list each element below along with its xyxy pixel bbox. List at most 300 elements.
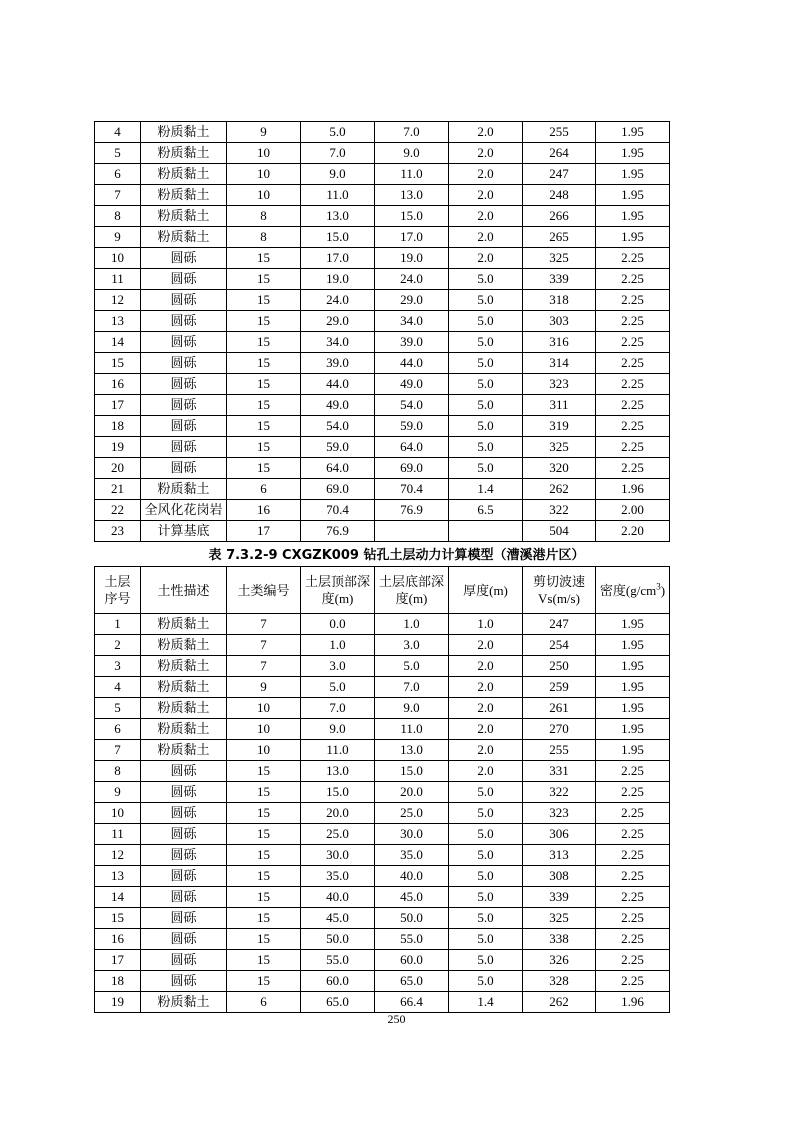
table-cell: 50.0	[375, 908, 449, 929]
table-cell: 8	[95, 206, 141, 227]
table-cell: 圆砾	[141, 803, 227, 824]
table-cell: 320	[523, 458, 596, 479]
table-cell: 圆砾	[141, 950, 227, 971]
table-cell: 13	[95, 311, 141, 332]
table-cell: 2.25	[596, 437, 670, 458]
table-cell: 13.0	[375, 740, 449, 761]
table-row	[95, 803, 670, 824]
table-cell: 7	[227, 614, 301, 635]
table-cell: 5.0	[449, 782, 523, 803]
table-cell: 35.0	[375, 845, 449, 866]
table-cell: 313	[523, 845, 596, 866]
table-cell: 266	[523, 206, 596, 227]
table-cell: 2.25	[596, 824, 670, 845]
table-cell: 10	[227, 698, 301, 719]
table-cell: 全风化花岗岩	[141, 500, 227, 521]
table-cell: 5.0	[449, 950, 523, 971]
table-cell: 圆砾	[141, 332, 227, 353]
table-cell: 66.4	[375, 992, 449, 1013]
table-cell: 10	[227, 143, 301, 164]
table-cell: 2.25	[596, 803, 670, 824]
table-cell: 16	[227, 500, 301, 521]
table-cell: 49.0	[375, 374, 449, 395]
table-cell: 圆砾	[141, 437, 227, 458]
table-cell: 2.0	[449, 206, 523, 227]
table-cell: 15	[95, 908, 141, 929]
table-cell: 7	[227, 656, 301, 677]
table-cell: 325	[523, 437, 596, 458]
page-number: 250	[387, 1012, 406, 1026]
table-cell: 247	[523, 614, 596, 635]
table-cell: 323	[523, 803, 596, 824]
table-cell: 7.0	[375, 677, 449, 698]
table-cell: 5.0	[449, 458, 523, 479]
table-cell: 18	[95, 416, 141, 437]
table-cell: 1.95	[596, 185, 670, 206]
table-cell: 2.0	[449, 740, 523, 761]
table-cell: 10	[95, 248, 141, 269]
table-cell: 13.0	[301, 206, 375, 227]
table-cell: 20.0	[375, 782, 449, 803]
table-cell: 1.95	[596, 719, 670, 740]
table-cell: 2.0	[449, 635, 523, 656]
table-cell: 15	[227, 908, 301, 929]
table-cell: 2.25	[596, 332, 670, 353]
table-cell: 2.0	[449, 656, 523, 677]
table-row	[95, 845, 670, 866]
table-cell: 9	[227, 677, 301, 698]
table-cell: 311	[523, 395, 596, 416]
table-row	[95, 761, 670, 782]
table-cell: 64.0	[375, 437, 449, 458]
table-cell: 1	[95, 614, 141, 635]
table-cell: 259	[523, 677, 596, 698]
table-cell: 19	[95, 437, 141, 458]
table-cell: 9	[95, 227, 141, 248]
table-cell: 250	[523, 656, 596, 677]
table-row	[95, 269, 670, 290]
table-cell: 5.0	[449, 971, 523, 992]
header-layer-no	[95, 567, 141, 614]
table-row	[95, 290, 670, 311]
table-cell: 15	[227, 311, 301, 332]
table-cell: 6.5	[449, 500, 523, 521]
table-cell: 35.0	[301, 866, 375, 887]
table-cell: 圆砾	[141, 269, 227, 290]
table-cell: 5	[95, 698, 141, 719]
header-density	[596, 567, 670, 614]
table-cell: 13.0	[301, 761, 375, 782]
table-cell: 粉质黏土	[141, 206, 227, 227]
table-row	[95, 866, 670, 887]
table-cell: 5.0	[375, 656, 449, 677]
table-cell: 6	[95, 164, 141, 185]
table-cell: 314	[523, 353, 596, 374]
table-cell: 22	[95, 500, 141, 521]
header-top-depth	[301, 567, 375, 614]
table-cell: 15	[227, 416, 301, 437]
table-cell: 19.0	[301, 269, 375, 290]
table-cell: 15	[227, 437, 301, 458]
table-cell: 60.0	[375, 950, 449, 971]
table-cell: 7.0	[375, 122, 449, 143]
table-cell: 8	[227, 227, 301, 248]
table-cell: 504	[523, 521, 596, 542]
table-row	[95, 887, 670, 908]
table-cell: 粉质黏土	[141, 635, 227, 656]
table-cell: 13	[95, 866, 141, 887]
table-cell: 6	[95, 719, 141, 740]
table-row	[95, 992, 670, 1013]
table-cell: 30.0	[301, 845, 375, 866]
table-cell: 21	[95, 479, 141, 500]
table-cell: 9.0	[301, 719, 375, 740]
table-cell: 255	[523, 122, 596, 143]
table-cell: 1.95	[596, 614, 670, 635]
table-row	[95, 206, 670, 227]
table-cell: 30.0	[375, 824, 449, 845]
table-cell: 圆砾	[141, 761, 227, 782]
header-layer-no-line2: 序号	[104, 591, 131, 606]
table-cell: 15.0	[375, 206, 449, 227]
table-cell: 11	[95, 269, 141, 290]
table-cell: 306	[523, 824, 596, 845]
table-cell: 粉质黏土	[141, 185, 227, 206]
table-cell: 圆砾	[141, 908, 227, 929]
table-row	[95, 719, 670, 740]
table-cell: 粉质黏土	[141, 143, 227, 164]
table-row	[95, 437, 670, 458]
table-cell: 4	[95, 122, 141, 143]
table-cell: 9.0	[375, 143, 449, 164]
table-cell: 6	[227, 992, 301, 1013]
table-cell: 5.0	[449, 269, 523, 290]
table-cell: 圆砾	[141, 311, 227, 332]
table-cell: 13.0	[375, 185, 449, 206]
table-cell: 331	[523, 761, 596, 782]
table-cell: 65.0	[301, 992, 375, 1013]
table-cell: 59.0	[375, 416, 449, 437]
table-cell: 2.25	[596, 929, 670, 950]
table-cell: 2.25	[596, 353, 670, 374]
header-vs-line2: Vs(m/s)	[538, 591, 580, 606]
table-cell: 圆砾	[141, 290, 227, 311]
table-cell: 15	[95, 353, 141, 374]
table-row	[95, 122, 670, 143]
table-cell: 69.0	[375, 458, 449, 479]
table-cell: 圆砾	[141, 353, 227, 374]
header-vs-line1: 剪切波速	[532, 574, 585, 589]
table-cell: 11	[95, 824, 141, 845]
table-cell: 15	[227, 782, 301, 803]
table-caption: 表 7.3.2-9 CXGZK009 钻孔土层动力计算模型（漕溪港片区）	[208, 548, 585, 563]
table-cell: 17	[95, 950, 141, 971]
table-cell: 2.25	[596, 971, 670, 992]
table-cell: 15	[227, 929, 301, 950]
table-row	[95, 227, 670, 248]
table-cell: 2.0	[449, 164, 523, 185]
table-cell: 2.25	[596, 908, 670, 929]
table-cell: 圆砾	[141, 971, 227, 992]
table-cell: 2.25	[596, 248, 670, 269]
table-cell: 339	[523, 269, 596, 290]
table-cell: 2.0	[449, 761, 523, 782]
table-cell: 76.9	[375, 500, 449, 521]
table-cell: 2.25	[596, 290, 670, 311]
table-cell: 圆砾	[141, 866, 227, 887]
table-cell: 34.0	[301, 332, 375, 353]
table-row	[95, 908, 670, 929]
table-cell: 40.0	[375, 866, 449, 887]
table-cell: 19	[95, 992, 141, 1013]
header-layer-no-line1: 土层	[104, 574, 131, 589]
table-cell: 8	[227, 206, 301, 227]
table-cell: 粉质黏土	[141, 719, 227, 740]
table-cell: 15	[227, 887, 301, 908]
table-cell: 12	[95, 290, 141, 311]
table-cell: 1.95	[596, 740, 670, 761]
table-cell: 2.25	[596, 311, 670, 332]
header-bottom-depth-line2: 度(m)	[395, 591, 428, 606]
table-cell: 1.96	[596, 479, 670, 500]
table-cell: 5.0	[449, 887, 523, 908]
table-cell: 9	[95, 782, 141, 803]
table-cell	[375, 521, 449, 542]
table-cell: 圆砾	[141, 458, 227, 479]
table-cell: 5.0	[449, 929, 523, 950]
table-cell: 15.0	[375, 761, 449, 782]
table-cell: 10	[227, 185, 301, 206]
table-cell: 5.0	[449, 845, 523, 866]
table-cell: 粉质黏土	[141, 656, 227, 677]
table-cell: 322	[523, 782, 596, 803]
header-thickness: 厚度(m)	[449, 567, 523, 614]
table-cell: 3	[95, 656, 141, 677]
table-cell: 1.0	[449, 614, 523, 635]
table-cell: 14	[95, 332, 141, 353]
table-cell: 65.0	[375, 971, 449, 992]
table-cell: 16	[95, 929, 141, 950]
table-cell: 9.0	[301, 164, 375, 185]
table-cell: 圆砾	[141, 845, 227, 866]
table-cell: 45.0	[301, 908, 375, 929]
table-cell: 15.0	[301, 227, 375, 248]
table-cell: 2.0	[449, 122, 523, 143]
table-cell: 49.0	[301, 395, 375, 416]
table-row	[95, 677, 670, 698]
table-cell: 圆砾	[141, 248, 227, 269]
table-cell: 15	[227, 971, 301, 992]
table-cell: 15	[227, 290, 301, 311]
table-cell: 圆砾	[141, 782, 227, 803]
table-cell: 2.25	[596, 374, 670, 395]
table-cell: 6	[227, 479, 301, 500]
header-top-depth-line2: 度(m)	[321, 591, 354, 606]
table-cell: 7.0	[301, 698, 375, 719]
table-cell: 29.0	[301, 311, 375, 332]
table-cell: 15	[227, 374, 301, 395]
table-cell: 328	[523, 971, 596, 992]
table-cell: 2.25	[596, 269, 670, 290]
table-cell: 264	[523, 143, 596, 164]
table-cell: 2.0	[449, 227, 523, 248]
table-row	[95, 143, 670, 164]
table-row	[95, 782, 670, 803]
table-cell: 1.4	[449, 479, 523, 500]
table-cell: 5.0	[449, 332, 523, 353]
table-cell: 20	[95, 458, 141, 479]
header-top-depth-line1: 土层顶部深	[304, 574, 370, 589]
table-cell: 45.0	[375, 887, 449, 908]
table-cell: 10	[227, 164, 301, 185]
table-cell: 15	[227, 803, 301, 824]
table-cell: 1.4	[449, 992, 523, 1013]
table-row	[95, 248, 670, 269]
table-cell: 5.0	[301, 122, 375, 143]
table-cell: 5.0	[301, 677, 375, 698]
table-cell: 1.95	[596, 656, 670, 677]
table-cell: 15	[227, 269, 301, 290]
table-cell: 248	[523, 185, 596, 206]
table-cell: 粉质黏土	[141, 992, 227, 1013]
table-cell: 2.25	[596, 761, 670, 782]
table-cell: 17	[227, 521, 301, 542]
table-row	[95, 635, 670, 656]
table-cell: 圆砾	[141, 929, 227, 950]
table-cell: 40.0	[301, 887, 375, 908]
table-cell: 1.95	[596, 164, 670, 185]
table-cell: 2.25	[596, 950, 670, 971]
table-cell: 247	[523, 164, 596, 185]
table-cell: 54.0	[301, 416, 375, 437]
table-row	[95, 500, 670, 521]
table-cell: 55.0	[375, 929, 449, 950]
table-cell: 7	[95, 740, 141, 761]
table-cell: 粉质黏土	[141, 227, 227, 248]
table-cell: 2.00	[596, 500, 670, 521]
table-row	[95, 395, 670, 416]
table-cell: 2.0	[449, 698, 523, 719]
table-cell: 5.0	[449, 803, 523, 824]
table-cell: 2.0	[449, 248, 523, 269]
table-cell: 262	[523, 479, 596, 500]
table-cell: 1.95	[596, 227, 670, 248]
table2-body	[95, 614, 670, 1013]
table-cell: 2.25	[596, 887, 670, 908]
table-cell: 2.25	[596, 866, 670, 887]
table-cell: 15	[227, 950, 301, 971]
table-cell: 圆砾	[141, 395, 227, 416]
table-row	[95, 656, 670, 677]
table-cell: 2.25	[596, 458, 670, 479]
table-cell: 5.0	[449, 416, 523, 437]
table-cell: 15	[227, 395, 301, 416]
table-cell: 1.95	[596, 122, 670, 143]
table-cell: 2	[95, 635, 141, 656]
table-cell: 11.0	[301, 740, 375, 761]
table-cell: 76.9	[301, 521, 375, 542]
table-cell: 64.0	[301, 458, 375, 479]
table-cell: 59.0	[301, 437, 375, 458]
table-cell: 265	[523, 227, 596, 248]
table-cell: 322	[523, 500, 596, 521]
table-row	[95, 416, 670, 437]
table-cell: 25.0	[301, 824, 375, 845]
table-cell: 15	[227, 824, 301, 845]
table-cell: 14	[95, 887, 141, 908]
table-cell: 25.0	[375, 803, 449, 824]
header-density-sup: 3	[656, 581, 661, 592]
table-cell: 16	[95, 374, 141, 395]
header-density-close: )	[660, 582, 666, 598]
table-cell: 262	[523, 992, 596, 1013]
table-cell: 326	[523, 950, 596, 971]
table-cell: 圆砾	[141, 416, 227, 437]
table-row	[95, 929, 670, 950]
table-cell: 12	[95, 845, 141, 866]
table-row	[95, 458, 670, 479]
table-cell: 8	[95, 761, 141, 782]
table-cell: 15	[227, 248, 301, 269]
table-row	[95, 374, 670, 395]
table-cell: 254	[523, 635, 596, 656]
header-row	[95, 567, 670, 614]
table-cell: 7	[227, 635, 301, 656]
table-cell: 323	[523, 374, 596, 395]
table-cell: 10	[227, 740, 301, 761]
table-cell: 15	[227, 845, 301, 866]
table-row	[95, 185, 670, 206]
soil-layer-table-continued	[94, 121, 670, 542]
table-cell: 2.25	[596, 782, 670, 803]
table-row	[95, 479, 670, 500]
table-row	[95, 698, 670, 719]
table-cell: 5.0	[449, 290, 523, 311]
table-cell: 粉质黏土	[141, 164, 227, 185]
table-cell: 18	[95, 971, 141, 992]
table-cell: 39.0	[301, 353, 375, 374]
table-cell: 17.0	[301, 248, 375, 269]
table-cell: 1.95	[596, 677, 670, 698]
table-cell: 粉质黏土	[141, 122, 227, 143]
table-cell: 44.0	[301, 374, 375, 395]
table-cell: 0.0	[301, 614, 375, 635]
table-cell: 10	[95, 803, 141, 824]
table-row	[95, 950, 670, 971]
table-cell: 339	[523, 887, 596, 908]
table-cell: 7	[95, 185, 141, 206]
table-cell: 粉质黏土	[141, 614, 227, 635]
table-cell: 55.0	[301, 950, 375, 971]
header-density-text: 密度(g/cm	[599, 582, 657, 598]
table-row	[95, 164, 670, 185]
table-cell: 303	[523, 311, 596, 332]
table-cell: 2.20	[596, 521, 670, 542]
table-row	[95, 824, 670, 845]
table-cell: 11.0	[301, 185, 375, 206]
table-cell: 318	[523, 290, 596, 311]
table-row	[95, 332, 670, 353]
table-cell: 255	[523, 740, 596, 761]
table-cell: 54.0	[375, 395, 449, 416]
table-cell: 70.4	[375, 479, 449, 500]
table-cell: 11.0	[375, 164, 449, 185]
table-cell: 15	[227, 332, 301, 353]
table-cell: 316	[523, 332, 596, 353]
table-cell: 1.95	[596, 635, 670, 656]
table-row	[95, 311, 670, 332]
table-row	[95, 971, 670, 992]
